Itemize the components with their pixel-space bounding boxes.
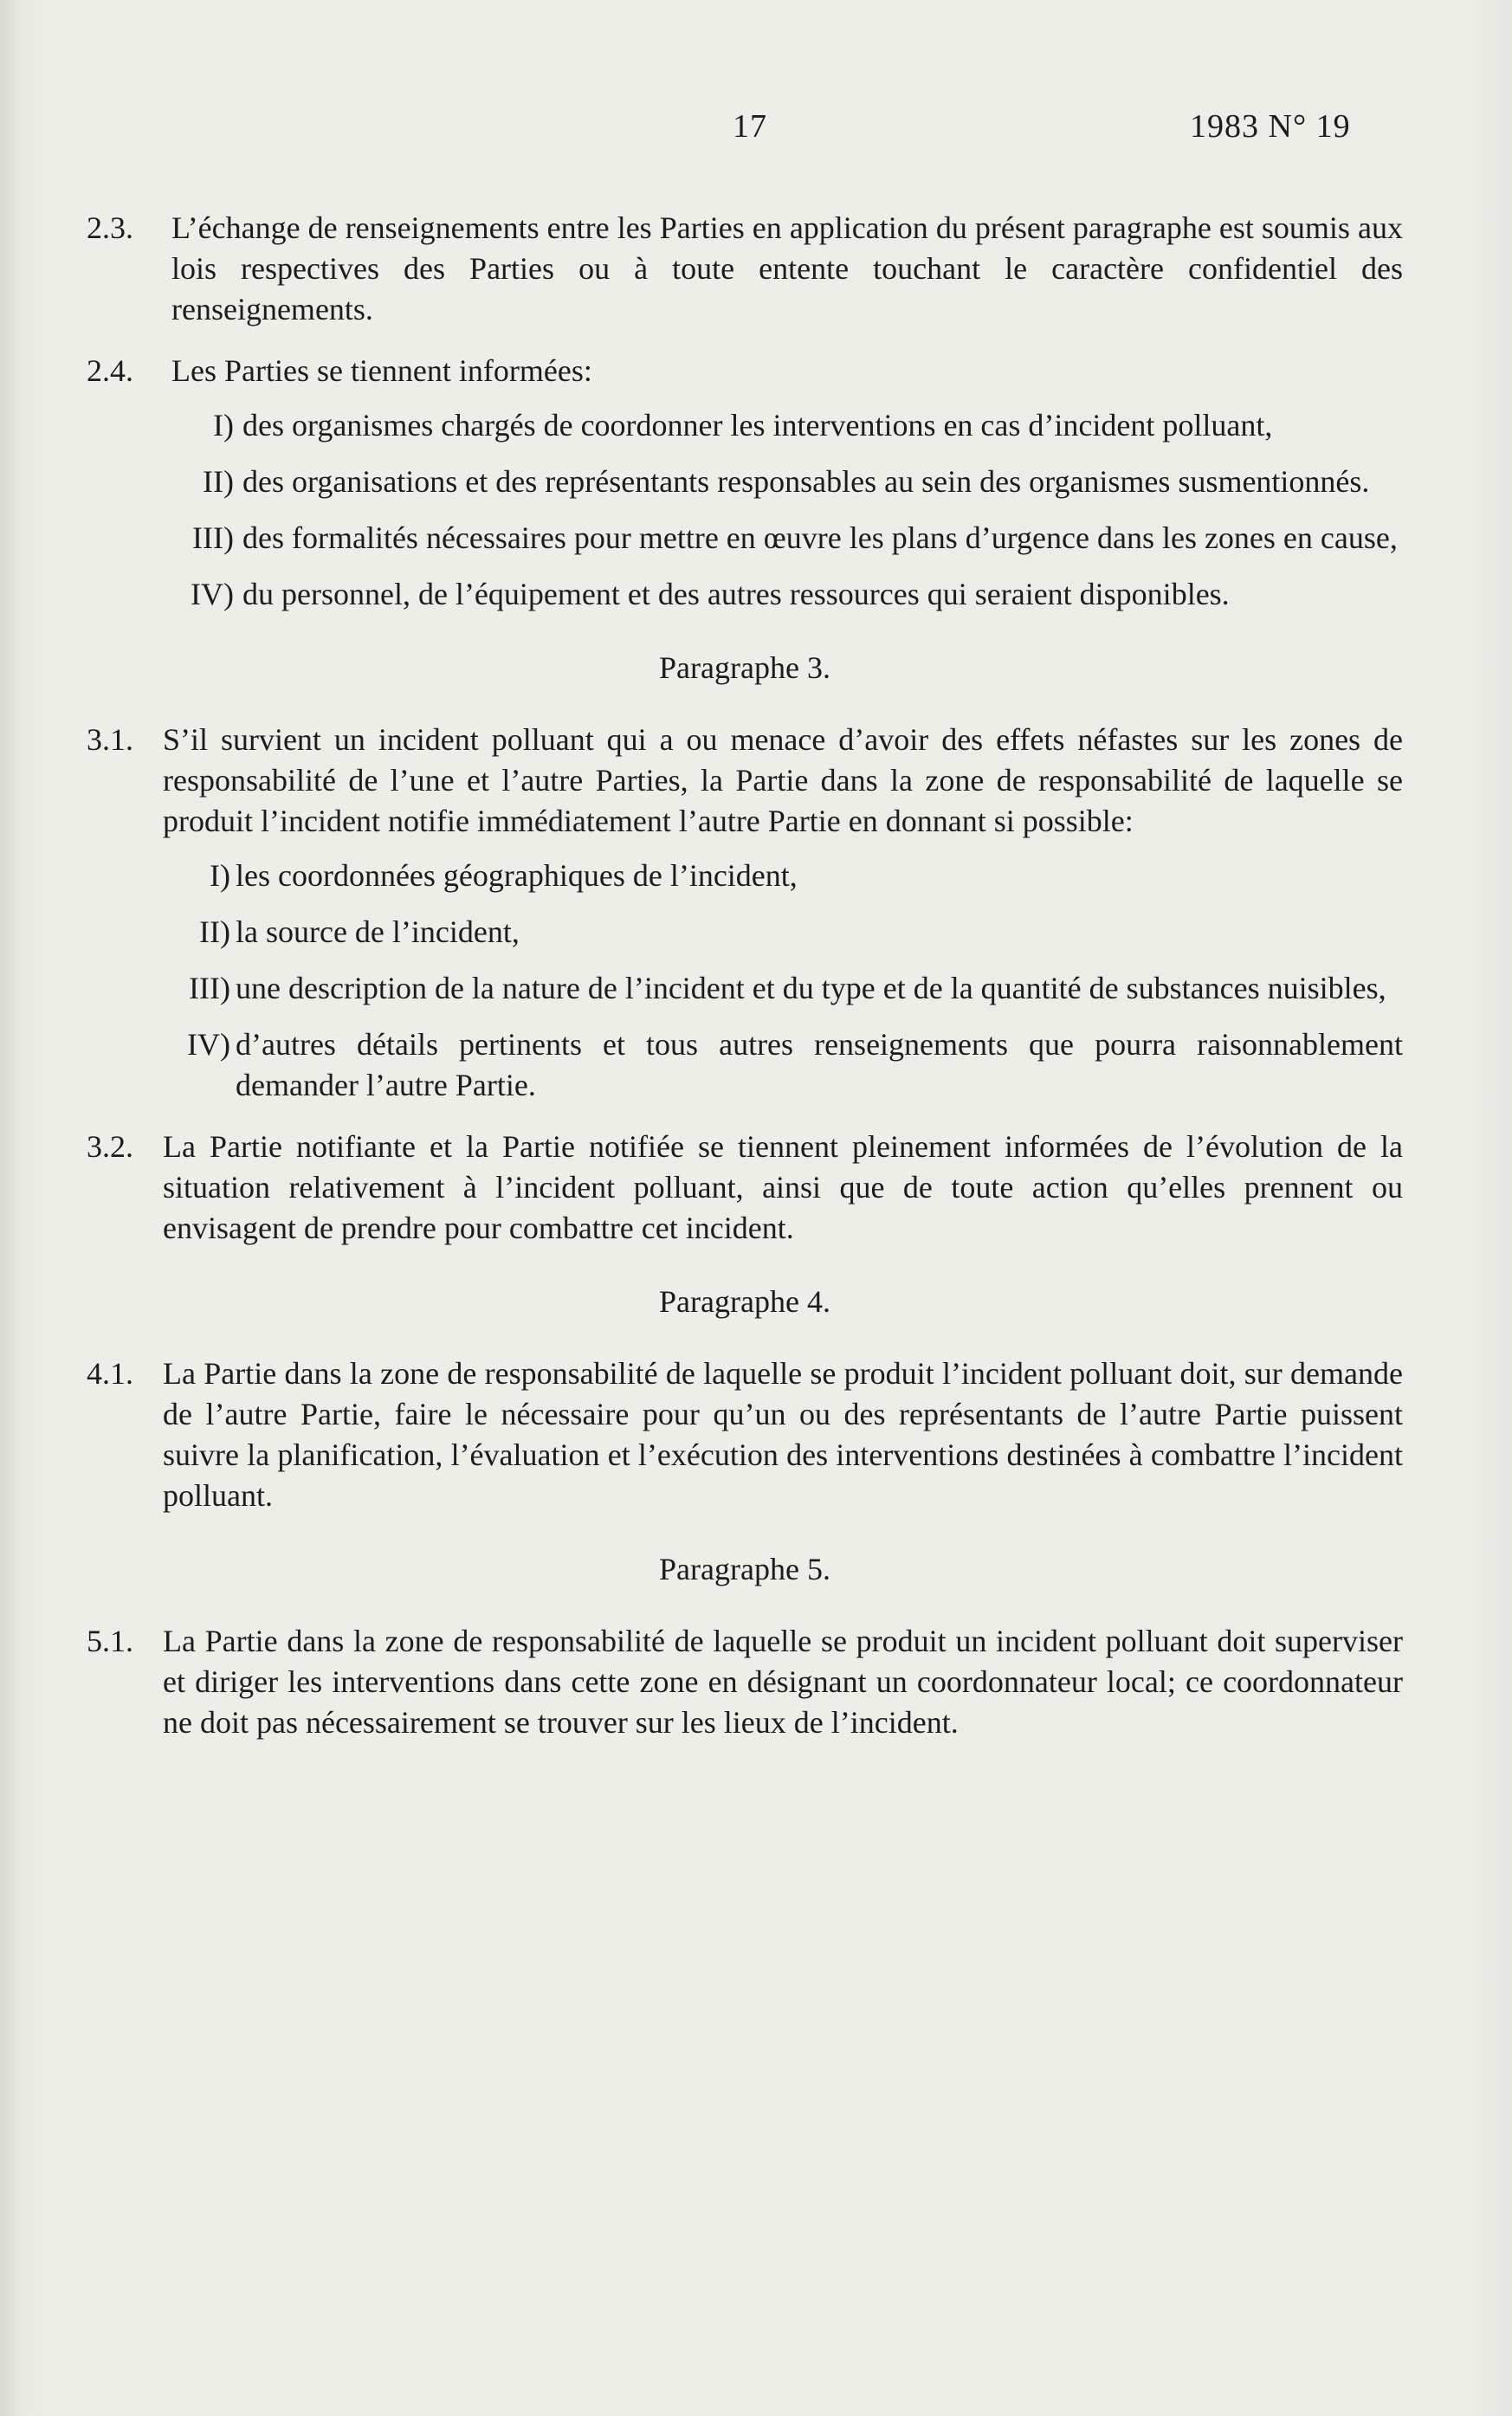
- list-3-1: [87, 856, 1403, 1106]
- paragraph-text: S’il survient un incident polluant qui a ou menace d’avoir des effets néfastes sur les zones de responsabilité de l’une et l’autre Parties, la Partie dans la zone de responsabilité de laquelle se produit l’incident notifie immédiatement l’autre Partie en donnant si possible:: [163, 722, 1403, 838]
- paragraph-number: 2.4.: [87, 353, 133, 388]
- paragraph-2-3: [87, 208, 1403, 330]
- list-item: [87, 856, 1403, 896]
- list-item-text: la source de l’incident,: [236, 914, 520, 949]
- list-item-text: les coordonnées géographiques de l’incident,: [236, 858, 798, 893]
- list-marker: II): [203, 464, 234, 499]
- paragraph-number: 3.2.: [87, 1129, 133, 1164]
- paragraph-text: La Partie notifiante et la Partie notifiée se tiennent pleinement informées de l’évolution de la situation relativement à l’incident polluant, ainsi que de toute action qu’elles prennent ou envisagent de prendre pour combattre cet incident.: [163, 1129, 1403, 1245]
- paragraph-2-4: [87, 351, 1403, 391]
- paragraph-3-1: [87, 720, 1403, 842]
- paragraph-number: 4.1.: [87, 1356, 133, 1391]
- paragraph-text: La Partie dans la zone de responsabilité de laquelle se produit un incident polluant doit superviser et diriger les interventions dans cette zone en désignant un coordonnateur local; ce coordonnateur ne doit pas nécessairement se trouver sur les lieux de l’incident.: [163, 1624, 1403, 1740]
- paragraph-number: 3.1.: [87, 722, 133, 757]
- section-heading-3: Paragraphe 3.: [659, 650, 830, 685]
- paragraph-3-2: [87, 1127, 1403, 1249]
- list-item: [87, 405, 1403, 446]
- document-body: [87, 208, 1403, 1764]
- list-item-text: des organisations et des représentants responsables au sein des organismes susmentionnés.: [242, 464, 1370, 499]
- list-marker: III): [192, 520, 234, 555]
- paragraph-text: La Partie dans la zone de responsabilité de laquelle se produit l’incident polluant doit, sur demande de l’autre Partie, faire le nécessaire pour qu’un ou des représentants de l’autre Partie puissent suivre la planification, l’évaluation et l’exécution des interventions destinées à combattre l’incident polluant.: [163, 1356, 1403, 1513]
- list-item: [87, 1024, 1403, 1106]
- list-item: [87, 462, 1403, 502]
- section-heading-5: Paragraphe 5.: [659, 1552, 830, 1586]
- list-2-4: [87, 405, 1403, 615]
- list-item-text: du personnel, de l’équipement et des autres ressources qui seraient disponibles.: [242, 577, 1230, 611]
- paragraph-5-1: [87, 1621, 1403, 1743]
- paragraph-number: 5.1.: [87, 1624, 133, 1658]
- paragraph-text: Les Parties se tiennent informées:: [171, 353, 592, 388]
- list-marker: II): [199, 914, 230, 949]
- list-item: [87, 968, 1403, 1009]
- list-item-text: d’autres détails pertinents et tous autres renseignements que pourra raisonnablement demander l’autre Partie.: [236, 1027, 1403, 1102]
- list-marker: I): [210, 858, 230, 893]
- paragraph-4-1: [87, 1353, 1403, 1516]
- list-item-text: des organismes chargés de coordonner les interventions en cas d’incident polluant,: [242, 408, 1273, 443]
- list-item-text: une description de la nature de l’incident et du type et de la quantité de substances nuisibles,: [236, 971, 1386, 1005]
- document-reference: 1983 N° 19: [1190, 108, 1351, 145]
- list-item-text: des formalités nécessaires pour mettre en œuvre les plans d’urgence dans les zones en cause,: [242, 520, 1398, 555]
- list-item: [87, 518, 1403, 559]
- list-marker: IV): [191, 577, 234, 611]
- list-marker: I): [213, 408, 234, 443]
- list-marker: III): [189, 971, 230, 1005]
- list-item: [87, 574, 1403, 615]
- section-heading-4: Paragraphe 4.: [659, 1284, 830, 1319]
- list-marker: IV): [187, 1027, 230, 1062]
- paragraph-text: L’échange de renseignements entre les Parties en application du présent paragraphe est soumis aux lois respectives des Parties ou à toute entente touchant le caractère confidentiel des renseignements.: [171, 210, 1403, 326]
- page-number: 17: [733, 108, 767, 145]
- paragraph-number: 2.3.: [87, 210, 133, 245]
- list-item: [87, 912, 1403, 953]
